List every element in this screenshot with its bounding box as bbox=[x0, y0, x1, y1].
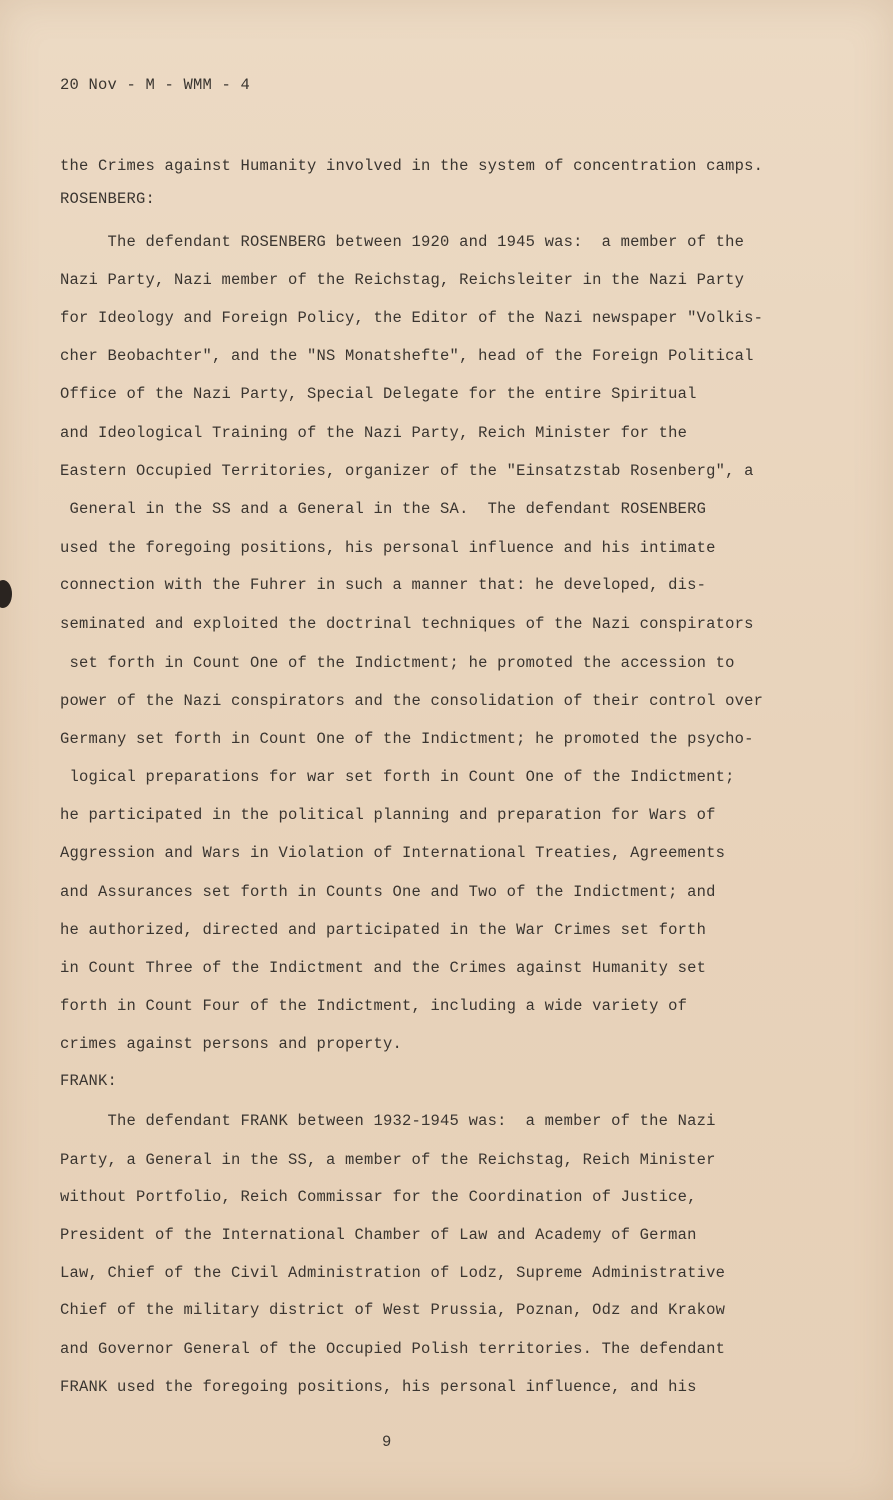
text-line: forth in Count Four of the Indictment, including a wide variety of bbox=[60, 997, 688, 1015]
text-line: and Governor General of the Occupied Polish territories. The defendant bbox=[60, 1340, 726, 1358]
text-line: cher Beobachter", and the "NS Monatshefte", head of the Foreign Political bbox=[60, 347, 754, 365]
text-line: General in the SS and a General in the SA. The defendant ROSENBERG bbox=[60, 500, 707, 518]
text-line: President of the International Chamber of Law and Academy of German bbox=[60, 1226, 697, 1244]
text-line: connection with the Fuhrer in such a manner that: he developed, dis- bbox=[60, 576, 707, 594]
text-line: Germany set forth in Count One of the Indictment; he promoted the psycho- bbox=[60, 730, 754, 748]
text-line: without Portfolio, Reich Commissar for the Coordination of Justice, bbox=[60, 1188, 697, 1206]
text-line: he participated in the political planning and preparation for Wars of bbox=[60, 806, 716, 824]
section-heading-rosenberg: ROSENBERG: bbox=[60, 190, 156, 208]
text-line: for Ideology and Foreign Policy, the Editor of the Nazi newspaper "Volkis- bbox=[60, 309, 764, 327]
text-line: Party, a General in the SS, a member of the Reichstag, Reich Minister bbox=[60, 1151, 716, 1169]
text-line: power of the Nazi conspirators and the consolidation of their control over bbox=[60, 692, 764, 710]
text-line: The defendant ROSENBERG between 1920 and 1945 was: a member of the bbox=[60, 233, 745, 251]
text-line: Nazi Party, Nazi member of the Reichstag, Reichsleiter in the Nazi Party bbox=[60, 271, 745, 289]
text-line: crimes against persons and property. bbox=[60, 1035, 403, 1053]
text-line: the Crimes against Humanity involved in the system of concentration camps. bbox=[60, 157, 764, 175]
text-line: Law, Chief of the Civil Administration of Lodz, Supreme Administrative bbox=[60, 1264, 726, 1282]
text-line: used the foregoing positions, his personal influence and his intimate bbox=[60, 539, 716, 557]
section-heading-frank: FRANK: bbox=[60, 1072, 118, 1090]
text-line: The defendant FRANK between 1932-1945 was: a member of the Nazi bbox=[60, 1112, 716, 1130]
text-line: set forth in Count One of the Indictment; he promoted the accession to bbox=[60, 654, 735, 672]
text-line: Chief of the military district of West Prussia, Poznan, Odz and Krakow bbox=[60, 1301, 726, 1319]
text-line: he authorized, directed and participated in the War Crimes set forth bbox=[60, 921, 707, 939]
text-line: logical preparations for war set forth in Count One of the Indictment; bbox=[60, 768, 735, 786]
text-line: FRANK used the foregoing positions, his personal influence, and his bbox=[60, 1378, 697, 1396]
text-line: Aggression and Wars in Violation of International Treaties, Agreements bbox=[60, 844, 726, 862]
page-number: 9 bbox=[382, 1433, 392, 1451]
text-line: in Count Three of the Indictment and the Crimes against Humanity set bbox=[60, 959, 707, 977]
text-line: and Assurances set forth in Counts One and Two of the Indictment; and bbox=[60, 883, 716, 901]
text-line: Office of the Nazi Party, Special Delegate for the entire Spiritual bbox=[60, 385, 697, 403]
text-line: Eastern Occupied Territories, organizer of the "Einsatzstab Rosenberg", a bbox=[60, 462, 754, 480]
document-reference: 20 Nov - M - WMM - 4 bbox=[60, 76, 251, 94]
text-line: seminated and exploited the doctrinal techniques of the Nazi conspirators bbox=[60, 615, 754, 633]
text-line: and Ideological Training of the Nazi Party, Reich Minister for the bbox=[60, 424, 688, 442]
